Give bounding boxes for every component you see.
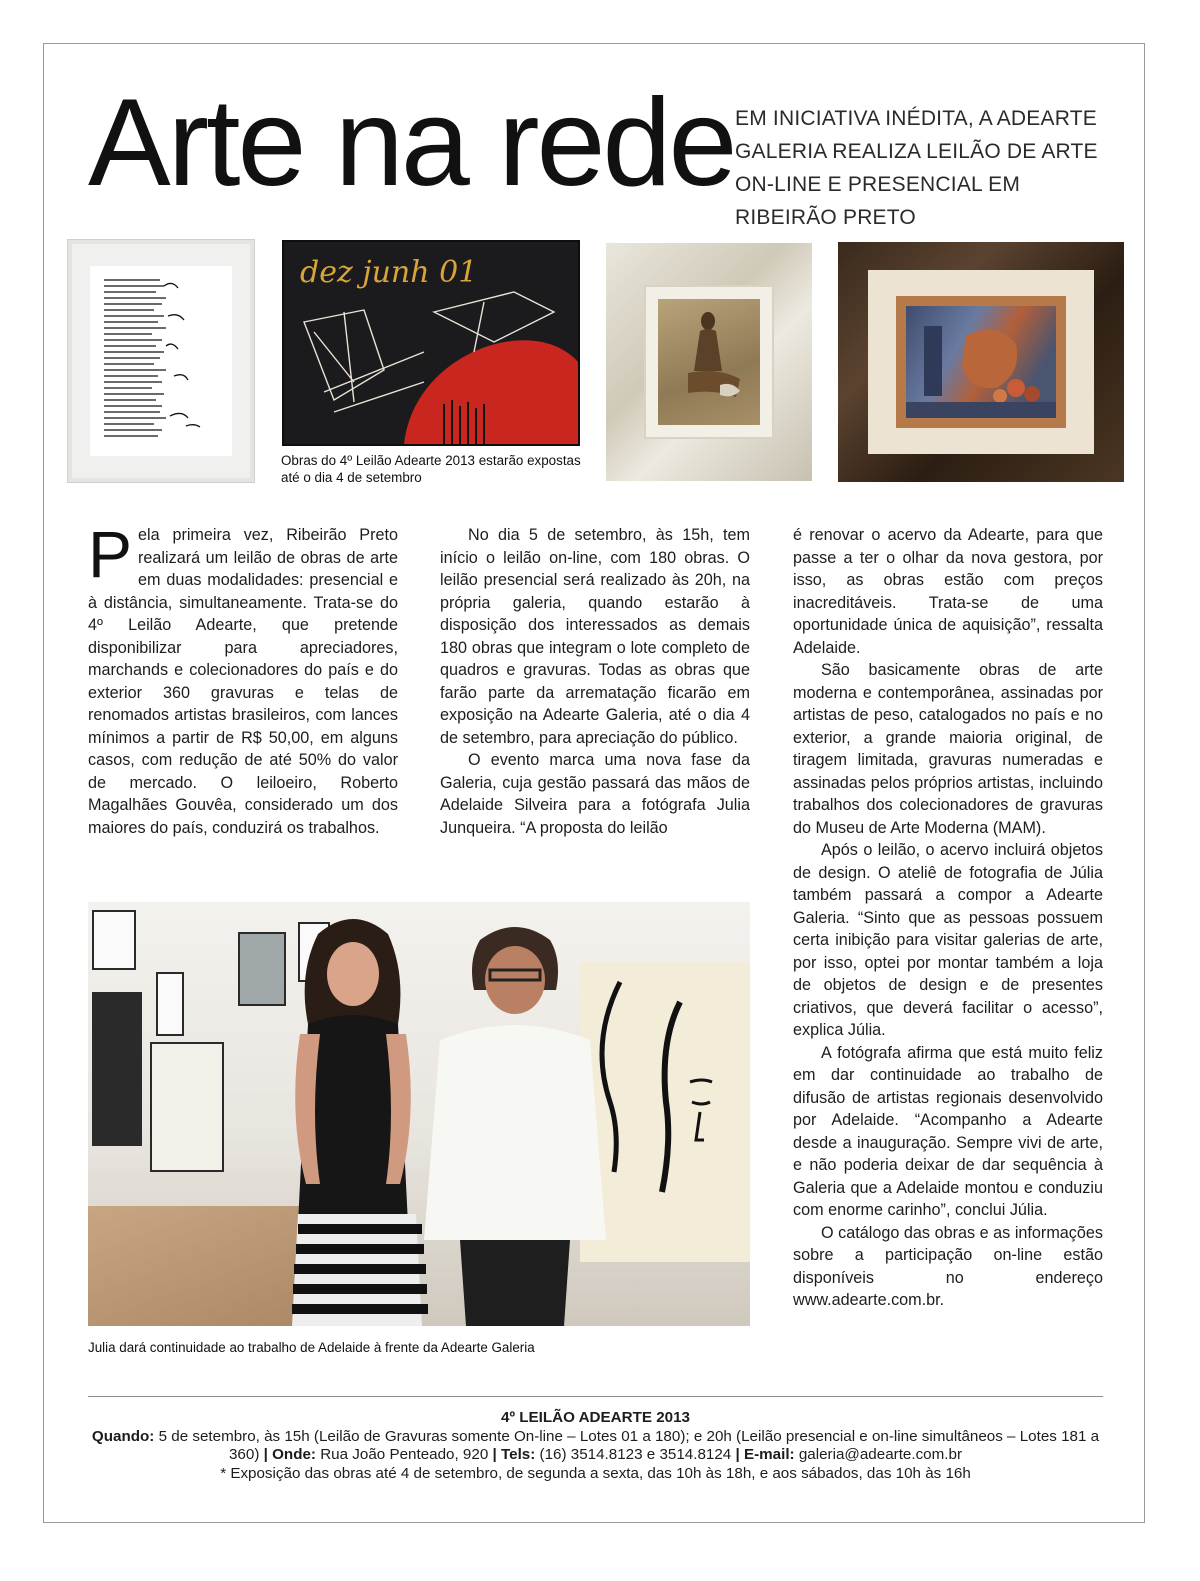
paragraph-text: ela primeira vez, Ribeirão Preto realizará um leilão de obras de arte em duas modalidades: presencial e à distância, simultaneamente. Trata-se do 4º Leilão Adearte, que pretende disponibilizar para apreciadores, marchands e colecionadores do país e do exterior 360 gravuras e telas de renomados artistas brasileiros, com lances mínimos a partir de R$ 50,00, em alguns casos, com redução de até 50% do valor de mercado. O leiloeiro, Roberto Magalhães Gouvêa, considerado um dos maiores do país, conduzirá os trabalhos. — [88, 526, 398, 837]
tels-label: Tels: — [500, 1446, 536, 1463]
headline: Arte na rede — [88, 74, 735, 212]
wall-frame — [150, 1042, 224, 1172]
separator: | — [492, 1446, 497, 1463]
paragraph: São basicamente obras de arte moderna e contemporânea, assinadas por artistas de peso, catalogados no país e no exterior, a grande maioria original, de tiragem limitada, gravuras numeradas e assinadas pelos próprios artistas, incluindo trabalhos dos colecionadores de gravuras do Museu de Arte Moderna (MAM). — [793, 661, 1103, 837]
gallery-photo — [88, 902, 750, 1326]
woman-julia — [278, 914, 428, 1326]
wall-frame — [156, 972, 184, 1036]
paragraph — [88, 517, 398, 839]
artwork-dark-painting — [282, 240, 580, 446]
deck: EM INICIATIVA INÉDITA, A ADEARTE GALERIA REALIZA LEILÃO DE ARTE ON-LINE E PRESENCIAL EM RIBEIRÃO PRETO — [735, 107, 1098, 229]
drop-cap: P — [88, 517, 133, 591]
paragraph: O evento marca uma nova fase da Galeria, cuja gestão passará das mãos de Adelaide Silveira para a fotógrafa Julia Junqueira. “A proposta do leilão — [440, 751, 750, 837]
photo-caption: Julia dará continuidade ao trabalho de Adelaide à frente da Adearte Galeria — [88, 1340, 535, 1355]
info-title: 4º LEILÃO ADEARTE 2013 — [501, 1409, 690, 1426]
article-column-1 — [88, 517, 398, 839]
where-text: Rua João Penteado, 920 — [320, 1446, 489, 1463]
paragraph: A fotógrafa afirma que está muito feliz em dar continuidade ao trabalho de difusão de artistas regionais desenvolvido por Adelaide. “Acompanho a Adearte desde a inauguração. Sempre vivi de arte, e não poderia deixar de dar sequência à Galeria que a Adelaide montou e conduziu com enorme carinho”, conclui Júlia. — [793, 1043, 1103, 1219]
woman-adelaide — [420, 920, 610, 1326]
wall-frame — [92, 910, 136, 970]
paragraph: é renovar o acervo da Adearte, para que passe a ter o olhar da nova gestora, por isso, as obras estão com preços inacreditáveis. Trata-se de uma oportunidade única de aquisição”, ressalta Adelaide. — [793, 526, 1103, 657]
paragraph: Após o leilão, o acervo incluirá objetos de design. O ateliê de fotografia de Júlia também passará a compor a Adearte Galeria. “Sinto que as pessoas possuem certa inibição para visitar galerias de arte, por isso, optei por montar também a loja de objetos de design e de presentes criativos, que deverá facilitar o acesso”, explica Júlia. — [793, 841, 1103, 1039]
artwork-script-drawing — [68, 240, 254, 482]
wall-frame — [92, 992, 142, 1146]
script-drawing-image — [90, 266, 232, 456]
dark-painting-image — [284, 242, 578, 444]
info-box — [88, 1409, 1103, 1483]
paragraph: No dia 5 de setembro, às 15h, tem início o leilão on-line, com 180 obras. O leilão presencial será realizado às 20h, na própria galeria, quando estarão à disposição dos interessados as demais 180 obras que integram o lote completo de quadros e gravuras. Todas as obras que farão parte da arrematação ficarão em exposição na Adearte Galeria, até o dia 4 de setembro, para apreciação do público. — [440, 526, 750, 747]
info-details — [88, 1428, 1103, 1465]
artworks-caption: Obras do 4º Leilão Adearte 2013 estarão expostas até o dia 4 de setembro — [281, 453, 581, 485]
paragraph: O catálogo das obras e as informações sobre a participação on-line estão disponíveis no endereço www.adearte.com.br. — [793, 1223, 1103, 1309]
still-life-painting — [906, 306, 1056, 418]
where-label: Onde: — [272, 1446, 316, 1463]
email-text: galeria@adearte.com.br — [798, 1446, 962, 1463]
artwork-silver-frame — [606, 243, 812, 481]
info-divider — [88, 1396, 1103, 1397]
figure-painting — [658, 299, 760, 425]
article-column-3 — [793, 524, 1103, 1312]
artwork-mat — [90, 266, 232, 456]
painting-signature: dez junh 01 — [300, 255, 478, 290]
article-column-2 — [440, 524, 750, 839]
email-label: E-mail: — [743, 1446, 795, 1463]
tels-text: (16) 3514.8123 e 3514.8124 — [539, 1446, 732, 1463]
still-life-image — [906, 306, 1056, 418]
separator: | — [263, 1446, 268, 1463]
exhibition-note: * Exposição das obras até 4 de setembro, de segunda a sexta, das 10h às 18h, e aos sábados, das 10h às 16h — [220, 1464, 971, 1482]
separator: | — [735, 1446, 740, 1463]
when-label: Quando: — [91, 1427, 155, 1445]
figure-painting-image — [658, 299, 760, 425]
when-text: 5 de setembro, às 15h (Leilão de Gravuras somente On-line – Lotes 01 a 180); e 20h (Leilão presencial e on-line simultâneos – Lotes 181 a 360) — [158, 1427, 1100, 1463]
artwork-carved-frame — [838, 242, 1124, 482]
